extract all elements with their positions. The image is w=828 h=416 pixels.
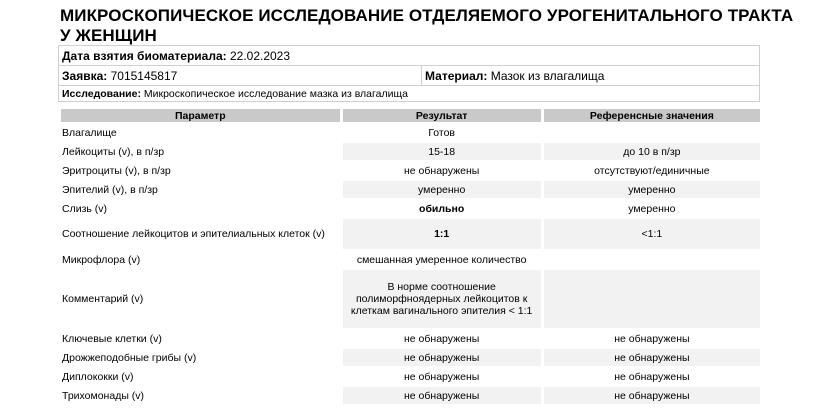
result-cell: 15-18 xyxy=(343,143,541,160)
results-table xyxy=(58,107,763,406)
table-row xyxy=(61,387,760,404)
reference-cell xyxy=(544,124,760,141)
table-row xyxy=(61,349,760,366)
table-row xyxy=(61,270,760,328)
study-label: Исследование: xyxy=(62,87,141,100)
study-value: Микроскопическое исследование мазка из влагалища xyxy=(143,87,408,100)
material-value: Мазок из влагалища xyxy=(490,68,605,83)
order-label: Заявка: xyxy=(62,68,108,83)
param-cell: Эритроциты (v), в п/зр xyxy=(62,164,171,177)
date-label: Дата взятия биоматериала: xyxy=(62,48,227,63)
param-cell: Лейкоциты (v), в п/зр xyxy=(61,143,340,160)
results-header-row xyxy=(61,109,760,122)
date-value: 22.02.2023 xyxy=(229,48,291,63)
reference-cell xyxy=(544,270,760,328)
table-row xyxy=(61,143,760,160)
result-cell: смешанная умеренное количество xyxy=(356,253,527,266)
reference-cell: не обнаружены xyxy=(614,332,690,345)
param-cell: Микрофлора (v) xyxy=(62,253,141,266)
result-cell: обильно xyxy=(419,202,465,215)
result-cell: В норме соотношение полиморфноядерных лейкоцитов к клеткам вагинального эпителия < 1:1 xyxy=(343,270,541,328)
result-cell: 1:1 xyxy=(343,219,541,249)
result-cell: не обнаружены xyxy=(343,349,541,366)
table-row xyxy=(61,330,760,347)
info-table xyxy=(58,45,760,102)
info-row-study xyxy=(59,86,760,102)
header-parameter: Параметр xyxy=(61,109,340,122)
info-row-date xyxy=(59,46,760,66)
table-row xyxy=(61,219,760,249)
table-row xyxy=(61,251,760,268)
study-cell xyxy=(59,86,760,102)
param-cell: Диплококки (v) xyxy=(62,370,134,383)
table-row xyxy=(61,368,760,385)
table-row xyxy=(61,200,760,217)
result-cell: Готов xyxy=(428,126,456,139)
result-cell: не обнаружены xyxy=(343,387,541,404)
order-value: 7015145817 xyxy=(110,68,178,83)
param-cell: Влагалище xyxy=(62,126,117,139)
result-cell: не обнаружены xyxy=(403,164,480,177)
reference-cell xyxy=(544,251,760,268)
order-cell xyxy=(59,66,422,86)
reference-cell: <1:1 xyxy=(544,219,760,249)
date-cell xyxy=(59,46,760,66)
param-cell: Слизь (v) xyxy=(62,202,108,215)
param-cell: Соотношение лейкоцитов и эпителиальных клеток (v) xyxy=(61,219,340,249)
reference-cell: не обнаружены xyxy=(614,370,690,383)
reference-cell: умеренно xyxy=(628,202,676,215)
result-cell: умеренно xyxy=(343,181,541,198)
result-cell: не обнаружены xyxy=(403,332,480,345)
info-row-order xyxy=(59,66,760,86)
param-cell: Комментарий (v) xyxy=(61,270,340,328)
reference-cell: не обнаружены xyxy=(544,387,760,404)
result-cell: не обнаружены xyxy=(403,370,480,383)
param-cell: Эпителий (v), в п/зр xyxy=(61,181,340,198)
table-row xyxy=(61,162,760,179)
param-cell: Трихомонады (v) xyxy=(61,387,340,404)
page-title: МИКРОСКОПИЧЕСКОЕ ИССЛЕДОВАНИЕ ОТДЕЛЯЕМОГО УРОГЕНИТАЛЬНОГО ТРАКТА У ЖЕНЩИН xyxy=(60,6,794,45)
reference-cell: умеренно xyxy=(544,181,760,198)
reference-cell: до 10 в п/зр xyxy=(544,143,760,160)
reference-cell: не обнаружены xyxy=(544,349,760,366)
header-reference: Референсные значения xyxy=(544,109,760,122)
table-row xyxy=(61,124,760,141)
material-cell xyxy=(422,66,760,86)
param-cell: Дрожжеподобные грибы (v) xyxy=(61,349,340,366)
param-cell: Ключевые клетки (v) xyxy=(62,332,162,345)
table-row xyxy=(61,181,760,198)
reference-cell: отсутствуют/единичные xyxy=(594,164,710,177)
material-label: Материал: xyxy=(425,68,488,83)
header-result: Результат xyxy=(343,109,541,122)
